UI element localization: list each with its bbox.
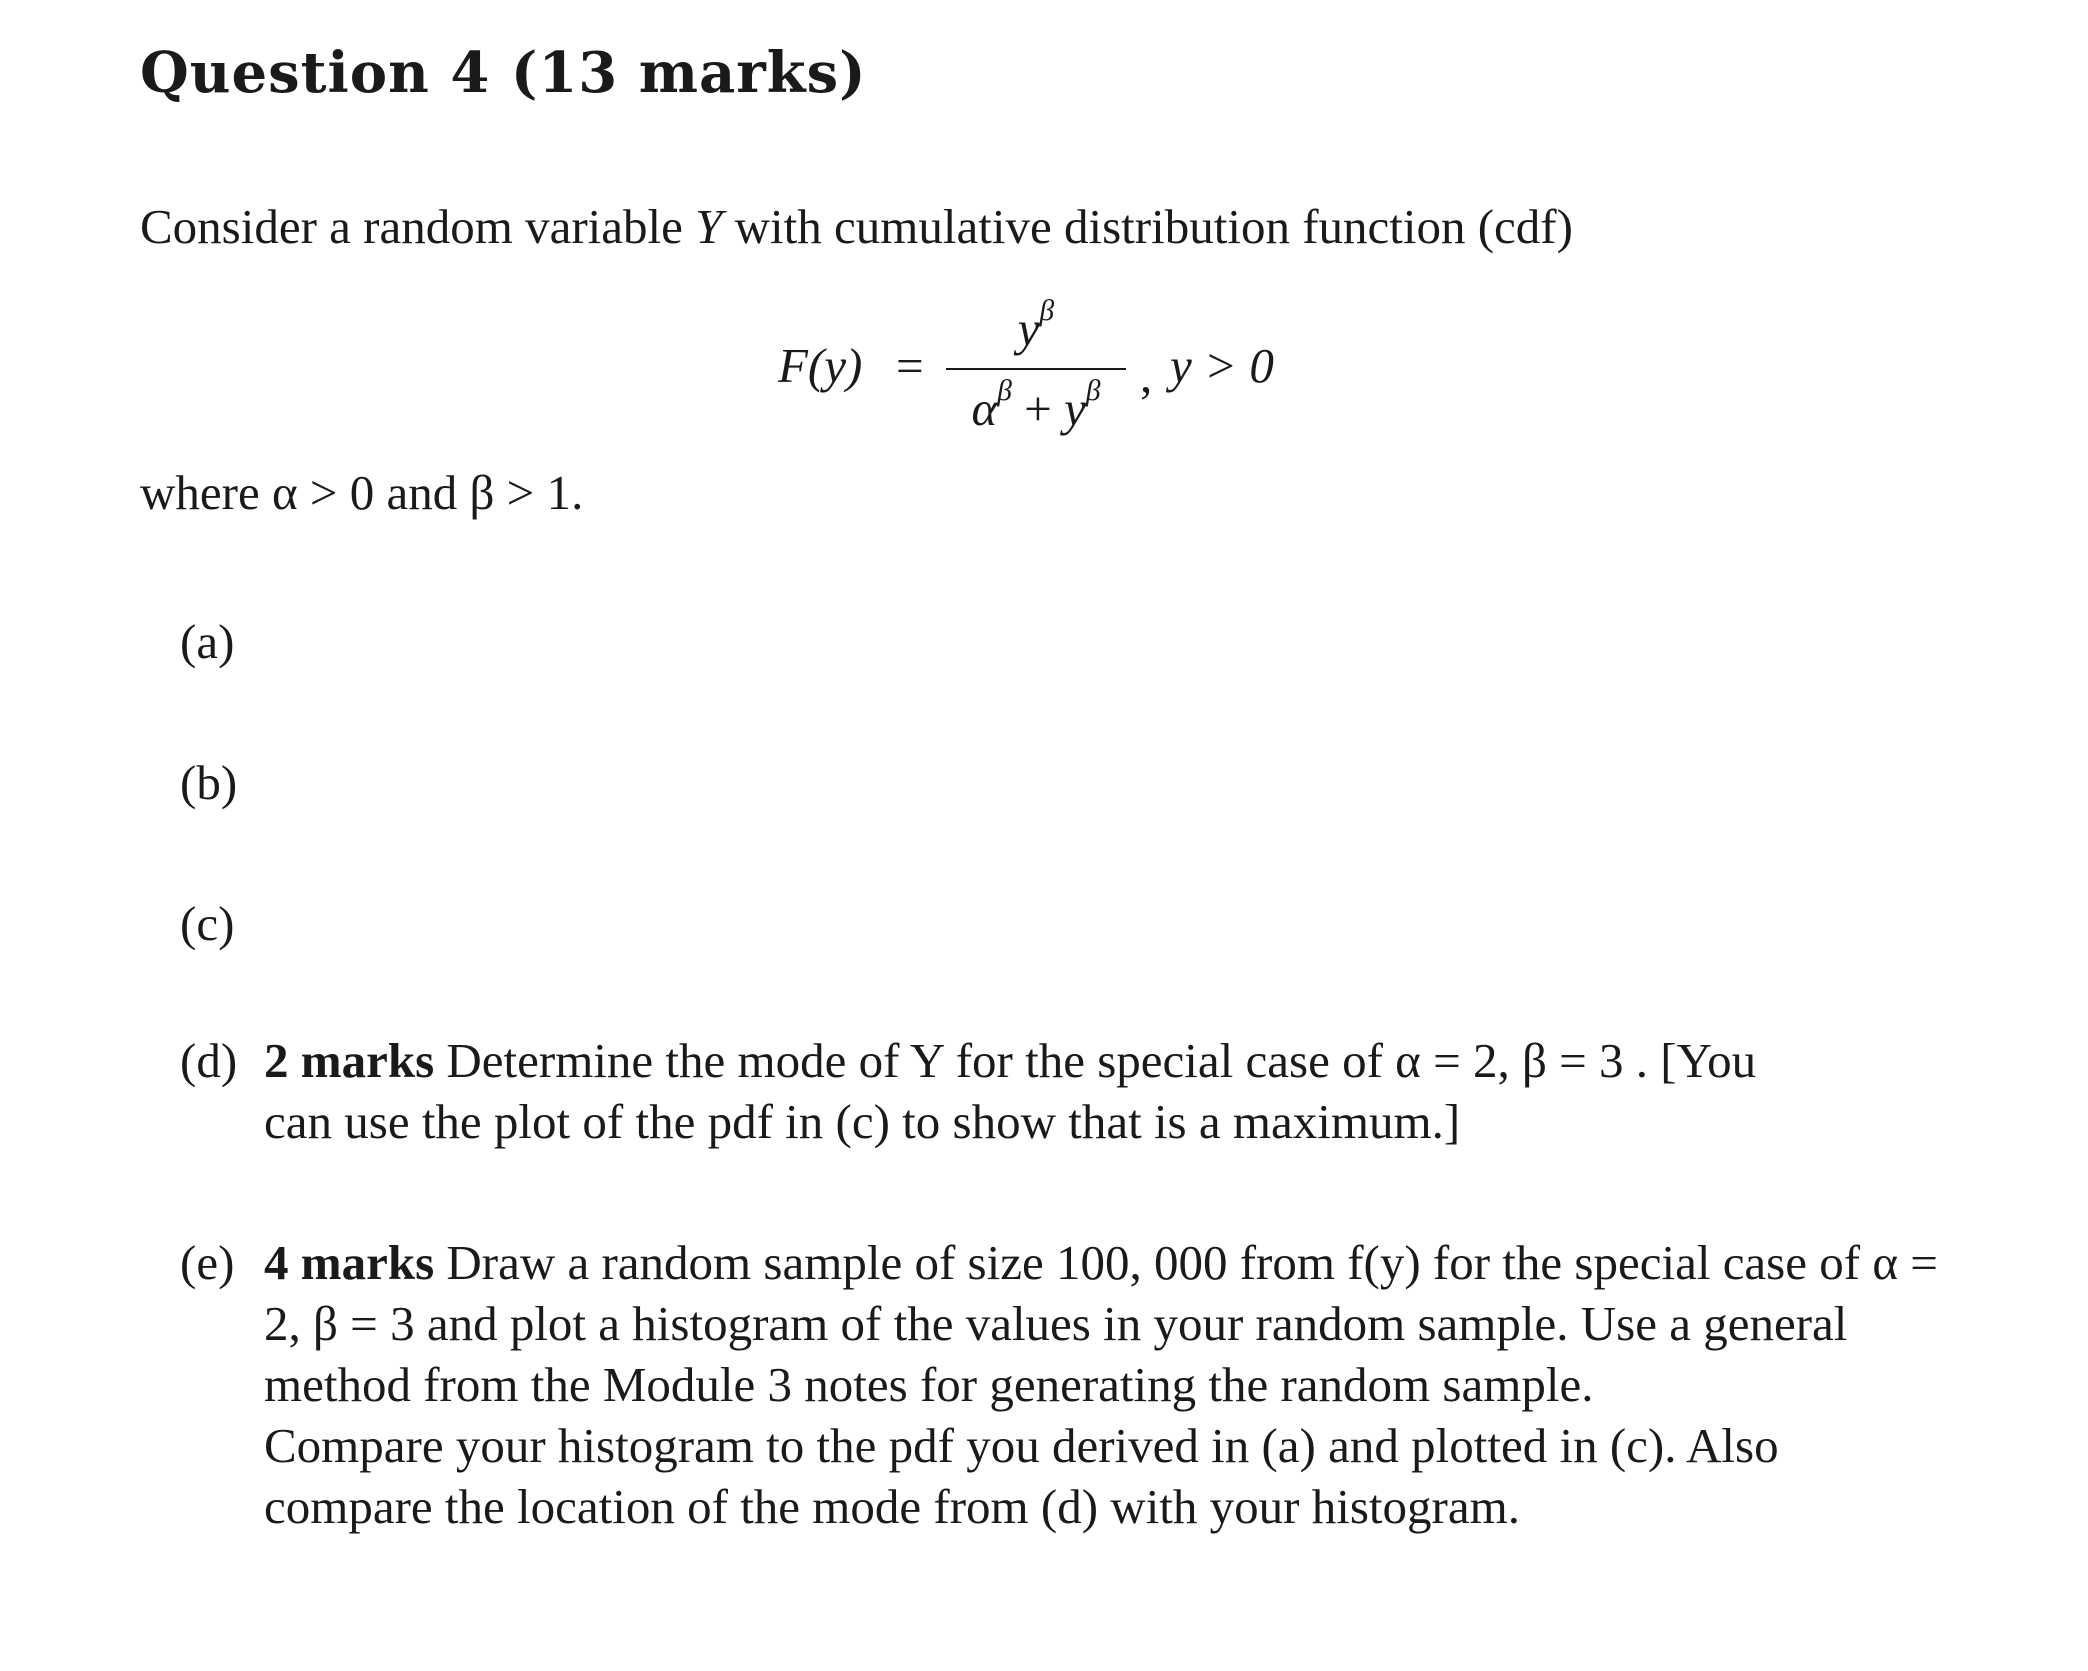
- formula-fraction: [946, 295, 1126, 435]
- formula-condition: y > 0: [1170, 338, 1274, 393]
- parameter-constraints: where α > 0 and β > 1.: [140, 465, 584, 520]
- part-c-label: (c): [180, 896, 235, 951]
- formula-denominator: $\alpha^\beta + y^\beta$: [971, 375, 1101, 436]
- part-d-body: [264, 1030, 1940, 1152]
- formula-equals: =: [896, 338, 924, 393]
- part-e-line2: Compare your histogram to the pdf you derived in (a) and plotted in (c). Also compare the location of the mode from (d) with your histogram.: [264, 1418, 1779, 1534]
- part-e-line1: Draw a random sample of size 100, 000 from f(y) for the special case of α = 2, β = 3 and plot a histogram of the values in your random sample. Use a general method from the Module 3 notes for generating the random sample.: [264, 1235, 1938, 1412]
- part-d-line2: can use the plot of the pdf in (c) to show that is a maximum.]: [264, 1094, 1461, 1149]
- intro-text-before: Consider a random variable: [140, 199, 696, 254]
- part-d-line1: Determine the mode of Y for the special case of α = 2, β = 3 . [You: [434, 1033, 1757, 1088]
- formula-comma: ,: [1140, 348, 1153, 403]
- part-d-marks: 2 marks: [264, 1033, 435, 1088]
- intro-text-after: with cumulative distribution function (cdf): [722, 199, 1573, 254]
- part-d-label: (d): [180, 1033, 238, 1088]
- part-b-label: (b): [180, 755, 238, 810]
- formula-numerator: $y^\beta$: [1017, 295, 1055, 356]
- part-a-label: (a): [180, 614, 235, 669]
- question-title: Question 4 (13 marks): [140, 40, 867, 106]
- fraction-bar: [946, 368, 1126, 370]
- part-e-body: [264, 1232, 1940, 1537]
- part-e-marks: 4 marks: [264, 1235, 435, 1290]
- formula-lhs: F(y): [778, 338, 863, 393]
- part-e-label: (e): [180, 1235, 235, 1290]
- intro-variable: Y: [695, 199, 723, 254]
- intro-text: [140, 198, 1573, 255]
